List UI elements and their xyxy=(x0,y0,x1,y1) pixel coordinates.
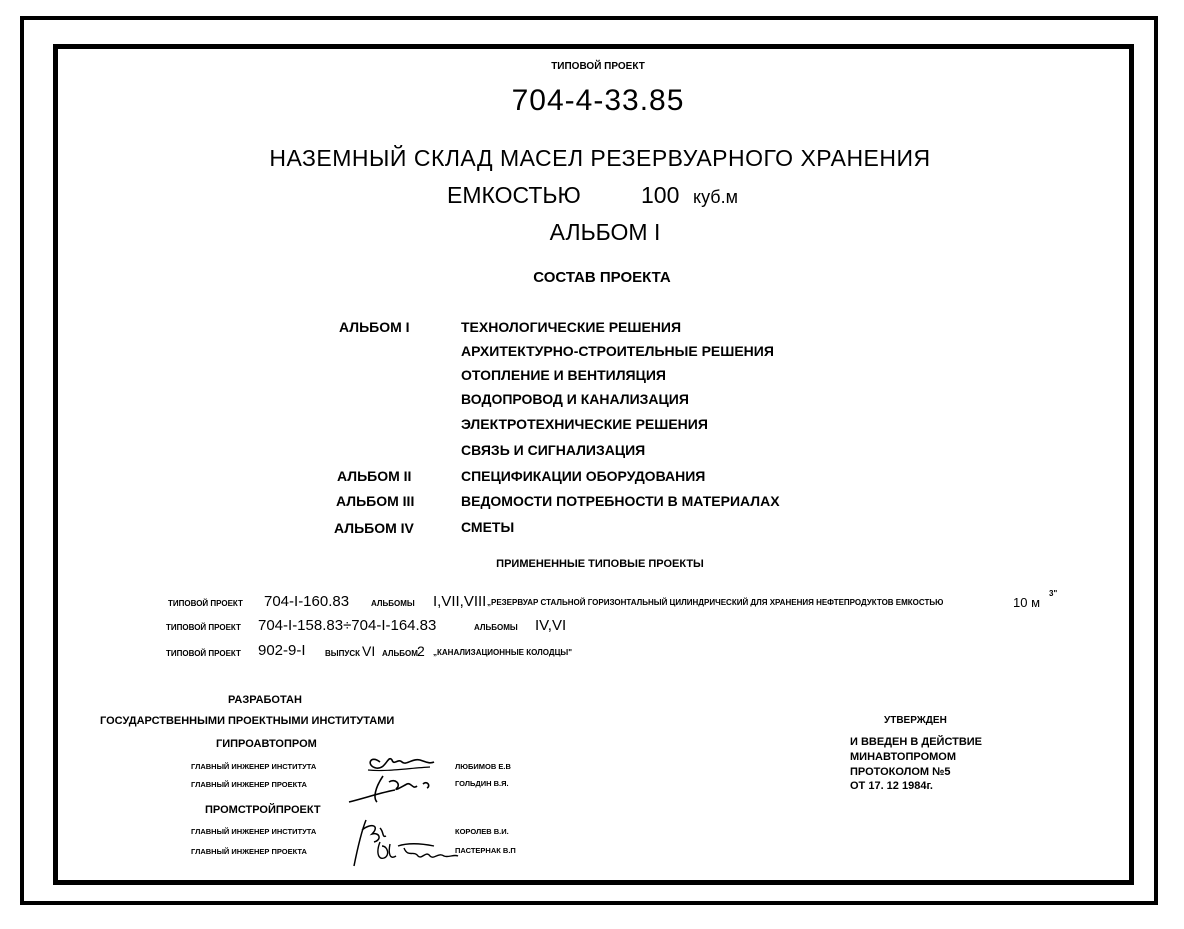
header-label: ТИПОВОЙ ПРОЕКТ xyxy=(551,61,645,72)
applied-label: ТИПОВОЙ ПРОЕКТ xyxy=(166,649,241,658)
applied-albums: I,VII,VIII xyxy=(433,593,487,610)
applied-description: „КАНАЛИЗАЦИОННЫЕ КОЛОДЦЫ" xyxy=(433,648,573,657)
org2-engineer-institute: КОРОЛЕВ В.И. xyxy=(455,827,509,836)
applied-label: ТИПОВОЙ ПРОЕКТ xyxy=(168,599,243,608)
org2-role-institute: ГЛАВНЫЙ ИНЖЕНЕР ИНСТИТУТА xyxy=(191,827,317,836)
applied-albums-label: АЛЬБОМЫ xyxy=(371,599,415,608)
title-line1: НАЗЕМНЫЙ СКЛАД МАСЕЛ РЕЗЕРВУАРНОГО ХРАНЕНИЯ xyxy=(269,145,931,171)
composition-item: ЭЛЕКТРОТЕХНИЧЕСКИЕ РЕШЕНИЯ xyxy=(461,416,708,432)
composition-album: АЛЬБОМ I xyxy=(339,319,410,335)
composition-item: СПЕЦИФИКАЦИИ ОБОРУДОВАНИЯ xyxy=(461,468,706,484)
approved-line-4: ОТ 17. 12 1984г. xyxy=(850,780,933,792)
applied-issue: VI xyxy=(362,643,376,659)
signature-pasternak xyxy=(374,836,462,866)
approved-line-3: ПРОТОКОЛОМ №5 xyxy=(850,766,951,778)
applied-album: 2 xyxy=(417,643,425,659)
composition-album: АЛЬБОМ III xyxy=(336,493,415,509)
composition-item: ВЕДОМОСТИ ПОТРЕБНОСТИ В МАТЕРИАЛАХ xyxy=(461,493,780,509)
title-capacity-value: 100 xyxy=(641,182,680,208)
applied-heading: ПРИМЕНЕННЫЕ ТИПОВЫЕ ПРОЕКТЫ xyxy=(496,558,704,570)
applied-number: 902-9-I xyxy=(258,642,306,659)
applied-albums: IV,VI xyxy=(535,617,567,634)
org1-role-project: ГЛАВНЫЙ ИНЖЕНЕР ПРОЕКТА xyxy=(191,780,307,789)
applied-volume-superscript: 3" xyxy=(1049,589,1058,598)
approved-line-2: МИНАВТОПРОМОМ xyxy=(850,751,957,763)
project-number: 704-4-33.85 xyxy=(511,84,685,117)
composition-item: ВОДОПРОВОД И КАНАЛИЗАЦИЯ xyxy=(461,391,689,407)
approved-heading: УТВЕРЖДЕН xyxy=(884,715,947,726)
applied-issue-label: ВЫПУСК xyxy=(325,649,360,658)
composition-item: СВЯЗЬ И СИГНАЛИЗАЦИЯ xyxy=(461,442,646,458)
org2-name: ПРОМСТРОЙПРОЕКТ xyxy=(205,804,321,816)
org1-engineer-institute: ЛЮБИМОВ Е.В xyxy=(455,762,511,771)
applied-albums-label: АЛЬБОМЫ xyxy=(474,623,518,632)
org1-role-institute: ГЛАВНЫЙ ИНЖЕНЕР ИНСТИТУТА xyxy=(191,762,317,771)
composition-item: ТЕХНОЛОГИЧЕСКИЕ РЕШЕНИЯ xyxy=(461,319,682,335)
composition-item: ОТОПЛЕНИЕ И ВЕНТИЛЯЦИЯ xyxy=(461,367,666,383)
applied-volume: 10 м xyxy=(1013,595,1041,610)
signature-goldin xyxy=(345,768,445,808)
applied-label: ТИПОВОЙ ПРОЕКТ xyxy=(166,623,241,632)
org1-name: ГИПРОАВТОПРОМ xyxy=(216,738,317,750)
composition-heading: СОСТАВ ПРОЕКТА xyxy=(533,269,671,286)
composition-item: АРХИТЕКТУРНО-СТРОИТЕЛЬНЫЕ РЕШЕНИЯ xyxy=(461,343,774,359)
applied-description: „РЕЗЕРВУАР СТАЛЬНОЙ ГОРИЗОНТАЛЬНЫЙ ЦИЛИНДРИЧЕСКИЙ ДЛЯ ХРАНЕНИЯ НЕФТЕПРОДУКТОВ ЕМКОСТЬЮ xyxy=(487,598,944,607)
applied-number: 704-I-158.83÷704-I-164.83 xyxy=(258,617,437,634)
title-capacity-label: ЕМКОСТЬЮ xyxy=(447,182,581,208)
approved-line-1: И ВВЕДЕН В ДЕЙСТВИЕ xyxy=(850,736,983,748)
applied-album-label: АЛЬБОМ xyxy=(382,649,418,658)
title-capacity-unit: куб.м xyxy=(693,187,738,207)
org1-engineer-project: ГОЛЬДИН В.Я. xyxy=(455,779,509,788)
album-title: АЛЬБОМ I xyxy=(549,219,661,245)
org2-role-project: ГЛАВНЫЙ ИНЖЕНЕР ПРОЕКТА xyxy=(191,847,307,856)
org2-engineer-project: ПАСТЕРНАК В.П xyxy=(455,846,516,855)
applied-number: 704-I-160.83 xyxy=(264,593,350,610)
developed-by: ГОСУДАРСТВЕННЫМИ ПРОЕКТНЫМИ ИНСТИТУТАМИ xyxy=(100,715,395,727)
composition-album: АЛЬБОМ IV xyxy=(334,520,414,536)
composition-album: АЛЬБОМ II xyxy=(337,468,412,484)
composition-item: СМЕТЫ xyxy=(461,519,515,535)
developed-heading: РАЗРАБОТАН xyxy=(228,694,302,706)
